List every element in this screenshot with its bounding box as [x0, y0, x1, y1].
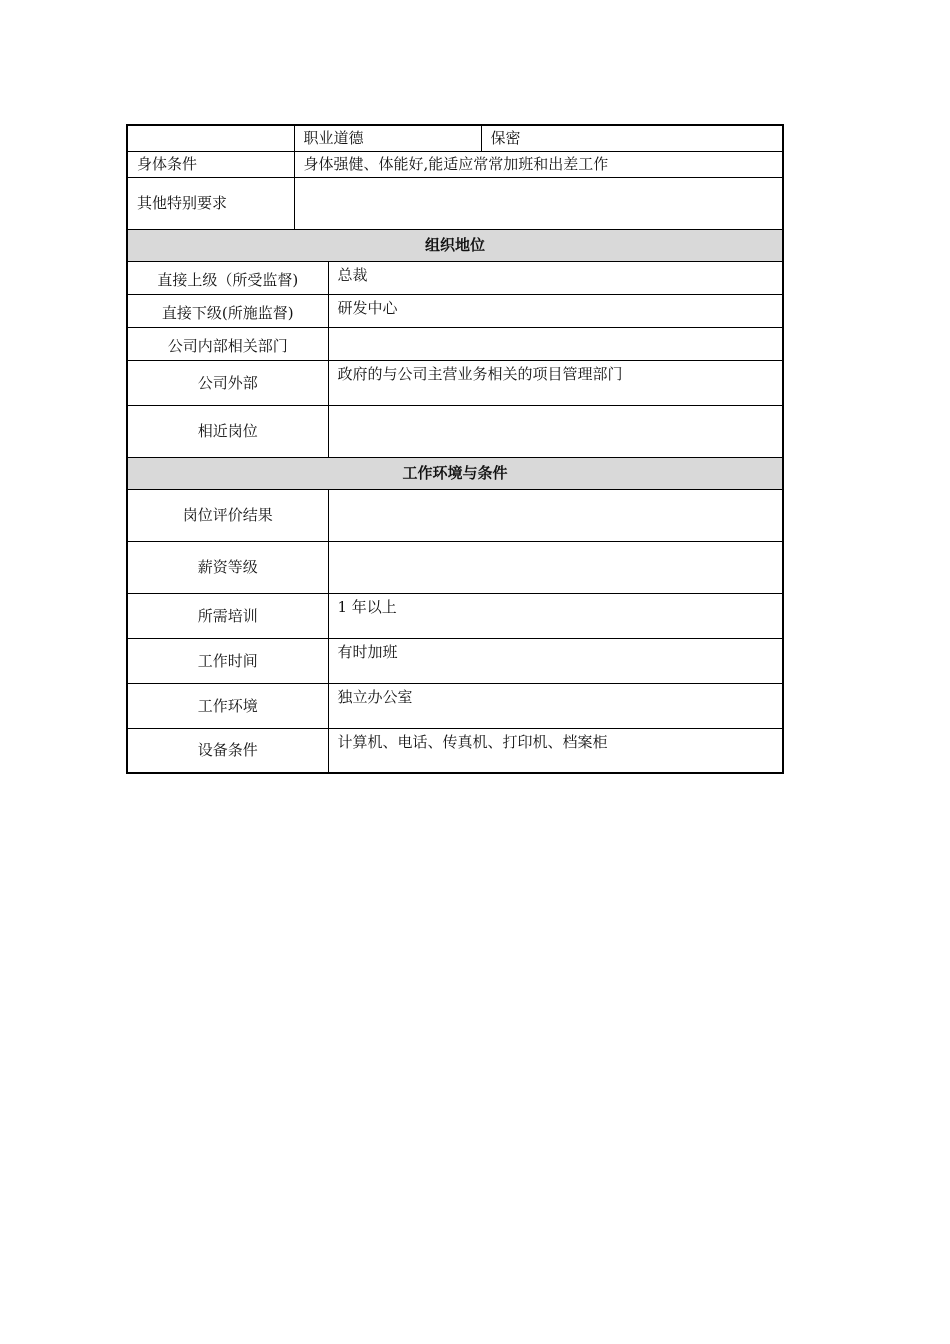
org-row — [127, 405, 783, 457]
physical-value: 身体强健、体能好,能适应常常加班和出差工作 — [294, 151, 783, 177]
work-env-row-label: 工作时间 — [127, 638, 328, 683]
org-position-header-row — [127, 229, 783, 261]
org-row-label: 公司内部相关部门 — [127, 327, 328, 360]
special-row — [127, 177, 783, 229]
work-env-row — [127, 728, 783, 773]
work-env-header: 工作环境与条件 — [127, 457, 783, 489]
work-env-row-label: 设备条件 — [127, 728, 328, 773]
work-env-row-value: 独立办公室 — [328, 683, 783, 728]
ethics-value: 保密 — [481, 125, 783, 151]
ethics-empty-cell — [127, 125, 294, 151]
work-env-row-value: 1 年以上 — [328, 593, 783, 638]
job-description-table — [126, 124, 784, 774]
ethics-row — [127, 125, 783, 151]
work-env-row-value — [328, 489, 783, 541]
work-env-row-label: 工作环境 — [127, 683, 328, 728]
work-env-row — [127, 541, 783, 593]
work-env-row — [127, 683, 783, 728]
org-row-value: 总裁 — [328, 261, 783, 294]
work-env-row — [127, 638, 783, 683]
org-row-label: 公司外部 — [127, 360, 328, 405]
work-env-row — [127, 489, 783, 541]
work-env-row-value: 有时加班 — [328, 638, 783, 683]
org-row-value: 政府的与公司主营业务相关的项目管理部门 — [328, 360, 783, 405]
work-env-row-label: 薪资等级 — [127, 541, 328, 593]
work-env-row-value: 计算机、电话、传真机、打印机、档案柜 — [328, 728, 783, 773]
ethics-label: 职业道德 — [294, 125, 481, 151]
work-env-row-label: 所需培训 — [127, 593, 328, 638]
org-row-value — [328, 405, 783, 457]
org-row — [127, 294, 783, 327]
org-row — [127, 360, 783, 405]
work-env-row — [127, 593, 783, 638]
org-row-label: 直接下级(所施监督) — [127, 294, 328, 327]
org-row — [127, 261, 783, 294]
physical-label: 身体条件 — [127, 151, 294, 177]
org-row-label: 直接上级（所受监督) — [127, 261, 328, 294]
org-row-label: 相近岗位 — [127, 405, 328, 457]
special-value — [294, 177, 783, 229]
work-env-row-label: 岗位评价结果 — [127, 489, 328, 541]
physical-row — [127, 151, 783, 177]
org-row-value: 研发中心 — [328, 294, 783, 327]
org-row — [127, 327, 783, 360]
org-position-header: 组织地位 — [127, 229, 783, 261]
work-env-row-value — [328, 541, 783, 593]
special-label: 其他特别要求 — [127, 177, 294, 229]
org-row-value — [328, 327, 783, 360]
work-env-header-row — [127, 457, 783, 489]
